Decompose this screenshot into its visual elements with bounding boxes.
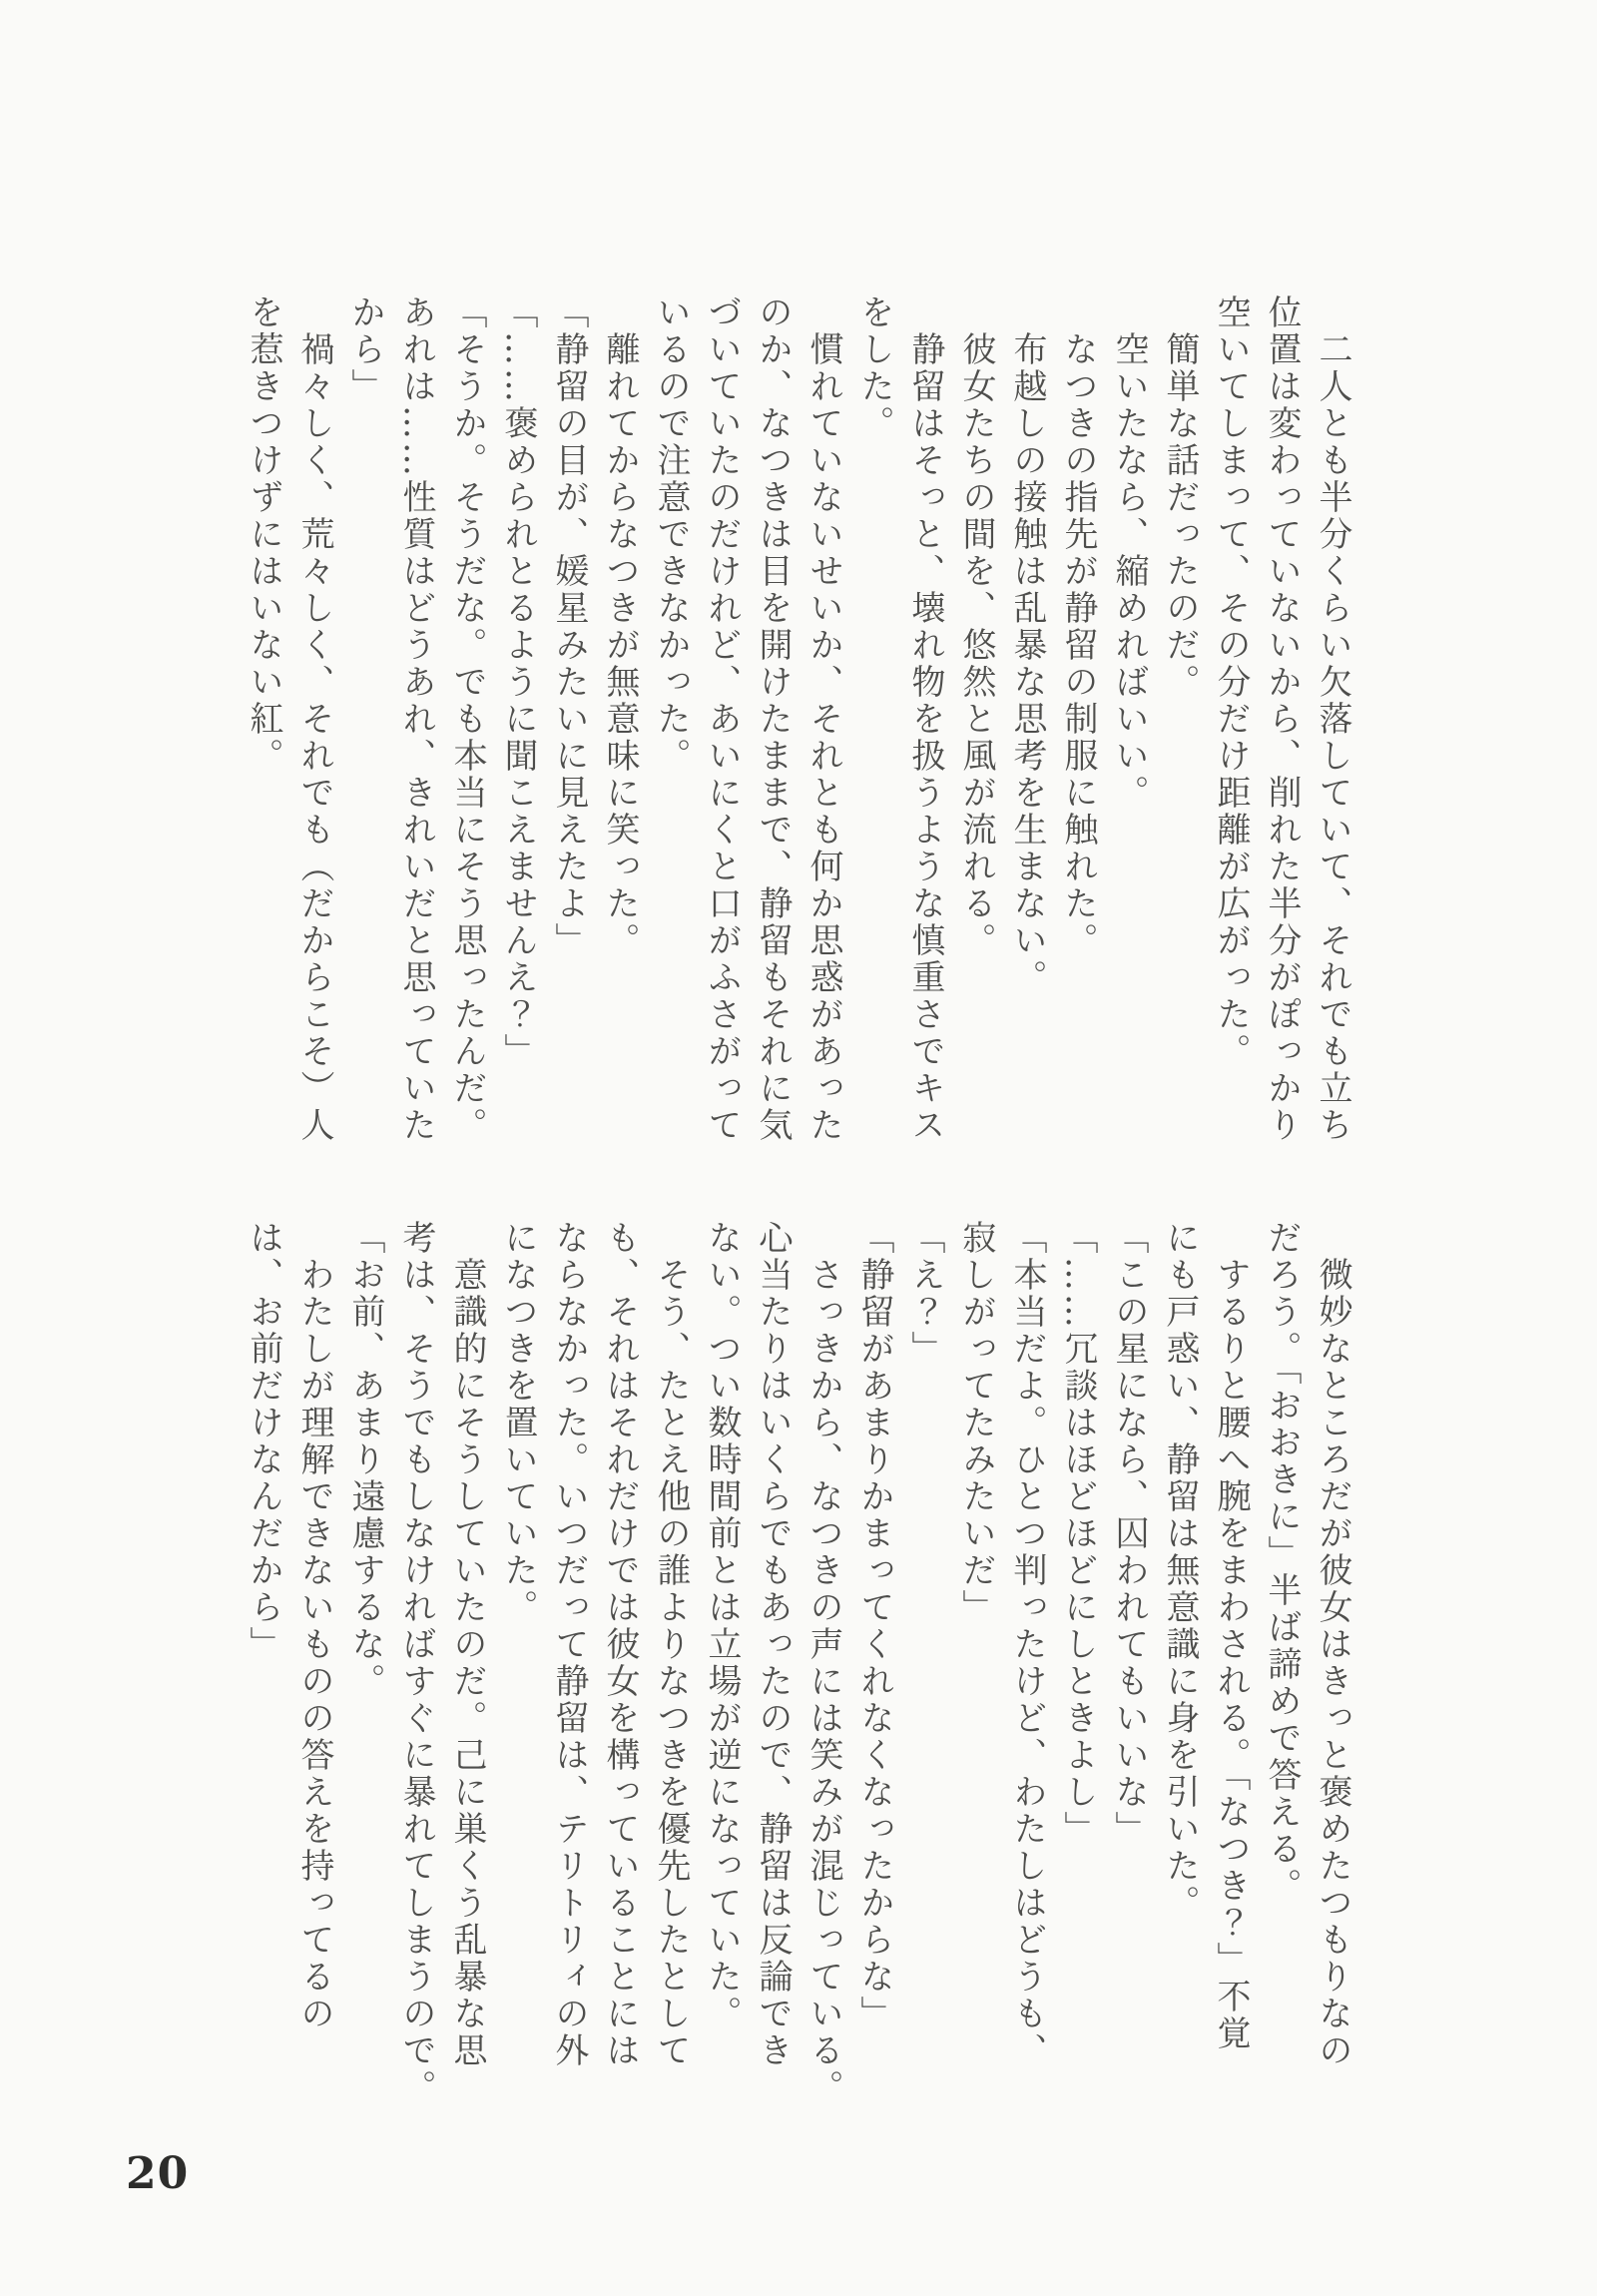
text-block-upper: [238, 294, 1357, 1148]
text-line: 意識的にそうしていたのだ。己に巣くう乱暴な思: [447, 1257, 487, 2069]
text-line: 「そうか。そうだな。でも本当にそう思ったんだ。: [447, 294, 487, 1144]
text-line: そう、たとえ他の誰よりなつきを優先したとして: [651, 1257, 691, 2069]
text-line: にも戸惑い、静留は無意識に身を引いた。: [1160, 1220, 1200, 1922]
text-line: 心当たりはいくらでもあったので、静留は反論でき: [753, 1220, 793, 2069]
text-line: になつきを置いていた。: [498, 1220, 538, 1626]
text-line: 「この星になら、囚われてもいいな」: [1109, 1220, 1149, 1848]
page-number: 20: [126, 2148, 190, 2199]
text-line: 「……冗談はほどほどにしときよし」: [1058, 1220, 1098, 1848]
text-line: 位置は変わっていないから、削れた半分がぽっかり: [1262, 294, 1302, 1144]
text-line: 考は、そうでもしなければすぐに暴れてしまうので。: [396, 1220, 436, 2106]
text-line: 慣れていないせいか、それとも何か思惑があった: [803, 331, 843, 1144]
text-line: は、お前だけなんだから」: [244, 1220, 283, 1663]
text-line: あれは……性質はどうあれ、きれいだと思っていた: [396, 294, 436, 1144]
text-line: ない。つい数時間前とは立場が逆になっていた。: [702, 1220, 742, 2032]
text-line: 「……褒められとるように聞こえませんえ？」: [498, 294, 538, 1070]
text-line: 静留はそっと、壊れ物を扱うような慎重さでキス: [905, 331, 945, 1144]
text-line: 離れてからなつきが無意味に笑った。: [600, 331, 640, 959]
text-line: 「え？」: [905, 1220, 945, 1368]
text-line: 布越しの接触は乱暴な思考を生まない。: [1007, 331, 1047, 996]
text-line: 「本当だよ。ひとつ判ったけど、わたしはどうも、: [1007, 1220, 1047, 2069]
text-line: 禍々しく、荒々しく、それでも（だからこそ）人: [294, 331, 334, 1144]
text-line: わたしが理解できないものの答えを持ってるの: [294, 1257, 334, 2032]
text-line: づいていたのだけれど、あいにくと口がふさがって: [702, 294, 742, 1144]
text-line: 「静留があまりかまってくれなくなったからな」: [854, 1220, 894, 2032]
text-line: から」: [345, 294, 385, 405]
text-line: するりと腰へ腕をまわされる。「なつき？」不覚: [1211, 1257, 1251, 2052]
text-line: 彼女たちの間を、悠然と風が流れる。: [956, 331, 996, 959]
text-line: 微妙なところだが彼女はきっと褒めたつもりなの: [1313, 1257, 1352, 2069]
text-line: なつきの指先が静留の制服に触れた。: [1058, 331, 1098, 959]
text-line: も、それはそれだけでは彼女を構っていることには: [600, 1220, 640, 2069]
text-block-lower: [238, 1220, 1357, 2106]
text-line: を惹きつけずにはいない紅。: [244, 294, 283, 775]
text-line: いるので注意できなかった。: [651, 294, 691, 775]
text-line: 「静留の目が、媛星みたいに見えたよ」: [549, 294, 589, 959]
text-line: 空いたなら、縮めればいい。: [1109, 331, 1149, 812]
text-line: 空いてしまって、その分だけ距離が広がった。: [1211, 294, 1251, 1070]
text-line: ならなかった。いつだって静留は、テリトリィの外: [549, 1220, 589, 2069]
text-line: 二人とも半分くらい欠落していて、それでも立ち: [1313, 331, 1352, 1144]
text-line: だろう。「おおきに」半ば諦めで答える。: [1262, 1220, 1302, 1905]
text-line: 寂しがってたみたいだ」: [956, 1220, 996, 1626]
text-line: をした。: [854, 294, 894, 442]
text-line: さっきから、なつきの声には笑みが混じっている。: [803, 1257, 843, 2106]
text-line: 簡単な話だったのだ。: [1160, 331, 1200, 701]
text-line: 「お前、あまり遠慮するな。: [345, 1220, 385, 1700]
text-line: のか、なつきは目を開けたままで、静留もそれに気: [753, 294, 793, 1144]
